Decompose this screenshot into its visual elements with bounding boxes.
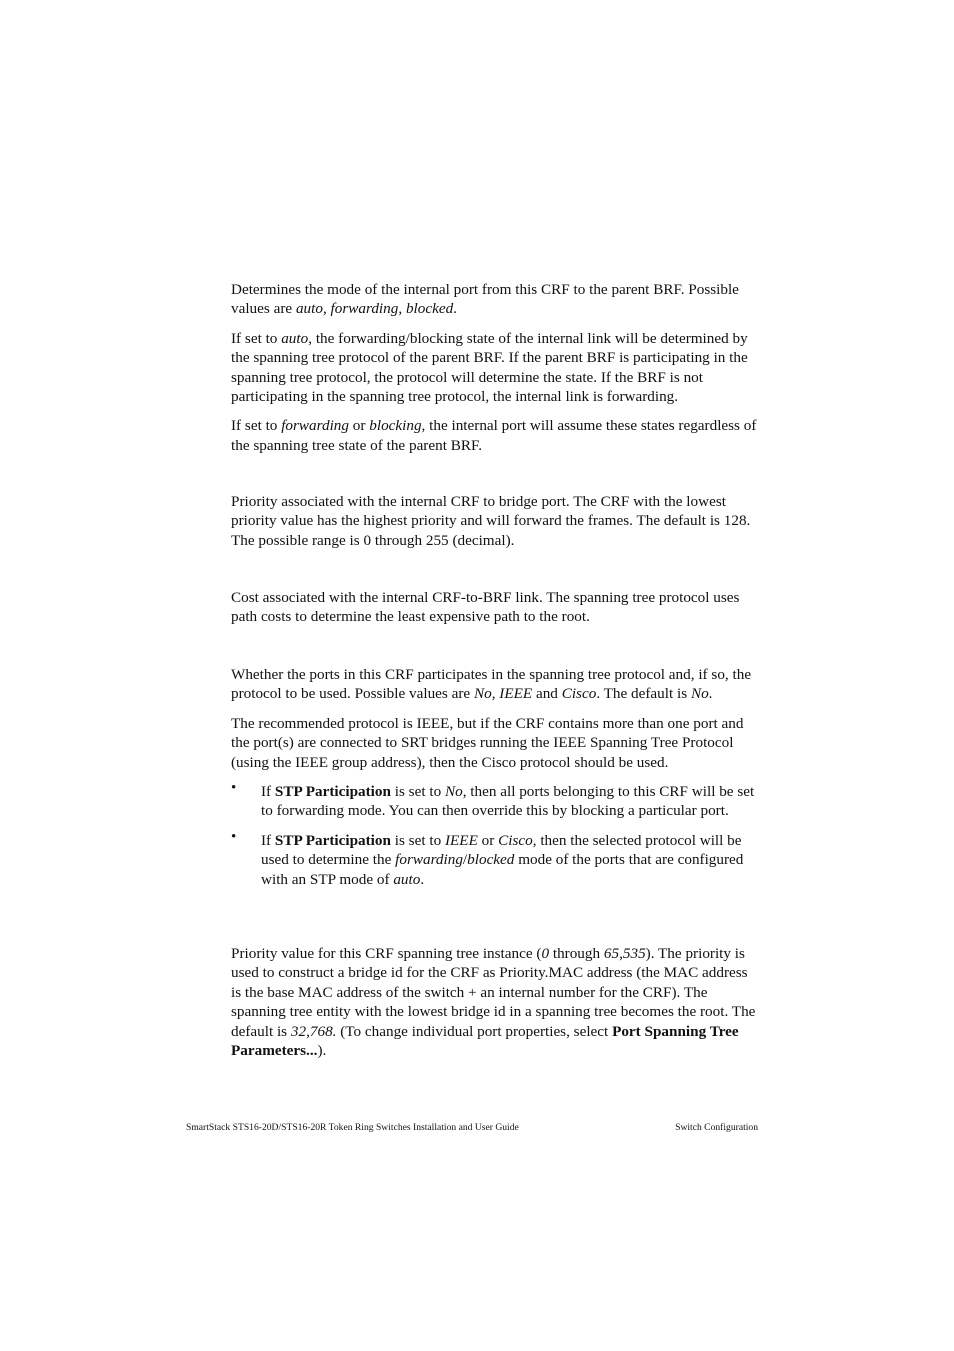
footer-left: SmartStack STS16-20D/STS16-20R Token Ring Switches Installation and User Guide — [186, 1122, 519, 1133]
text-run: . — [420, 870, 425, 888]
text-run: Cost associated with the internal CRF-to-BRF link. The spanning tree protocol uses path costs to determine the least expensive path to the root. — [231, 589, 740, 626]
bold-text: STP Participation — [274, 831, 391, 849]
italic-text: IEEE — [444, 831, 478, 849]
italic-text: blocked — [467, 851, 515, 869]
text-run: If set to — [231, 417, 282, 435]
text-run: . — [453, 300, 457, 318]
footer-right: Switch Configuration — [675, 1122, 758, 1133]
paragraph — [231, 665, 761, 704]
italic-text: auto — [393, 870, 421, 888]
text-run: If — [261, 831, 275, 849]
section-internal-port-mode — [231, 280, 761, 455]
italic-text: Cisco — [498, 831, 533, 849]
italic-text: 0 — [541, 945, 550, 962]
italic-text: auto — [295, 300, 323, 318]
paragraph — [231, 588, 761, 627]
text-run: through — [549, 945, 604, 962]
italic-text: forwarding — [330, 300, 399, 318]
text-run: The recommended protocol is IEEE, but if the CRF contains more than one port and the port(s) are connected to SRT bridges running the IEEE Spanning Tree Protocol (using the IEEE group address), then the Cisco protocol should be used. — [231, 714, 744, 771]
section-stp-participation — [231, 665, 761, 889]
text-run: is set to — [390, 831, 445, 849]
text-run: Priority associated with the internal CRF to bridge port. The CRF with the lowest priority value has the highest priority and will forward the frames. The default is 128. The possible range is 0 through 255 (decimal). — [231, 493, 751, 549]
text-run: and — [532, 685, 562, 703]
text-run: or — [349, 417, 370, 435]
section-internal-path-cost — [231, 588, 761, 627]
text-run: , then the selected protocol will be used to determine the — [261, 831, 742, 869]
paragraph — [231, 944, 761, 1060]
section-bridge-priority — [231, 944, 761, 1060]
text-run: , — [322, 300, 331, 318]
text-run: . The default is — [596, 685, 691, 703]
italic-text: No — [690, 685, 709, 703]
italic-text: 65,535 — [603, 945, 646, 962]
bold-text: Port Spanning Tree Parameters... — [231, 1022, 739, 1060]
italic-text: No — [473, 685, 492, 703]
bullet-text — [261, 782, 761, 821]
bullet-glyph: • — [231, 780, 237, 797]
text-run: , — [491, 685, 500, 703]
text-run: ). The priority is used to construct a bridge id for the CRF as Priority.MAC address (the MAC address is the base MAC address of the switch + an internal number for the CRF). The spanning tree entity with the lowest bridge id in a spanning tree becomes the root. The default is — [231, 945, 756, 1040]
italic-text: Cisco — [561, 685, 597, 703]
italic-text: blocked — [405, 300, 454, 318]
paragraph — [231, 280, 761, 319]
text-run: mode of the ports that are configured with an STP mode of — [261, 851, 744, 888]
italic-text: forwarding — [281, 417, 349, 435]
italic-text: No — [444, 783, 463, 801]
bullet-item — [231, 782, 761, 821]
italic-text: blocking — [369, 417, 422, 435]
text-run: Determines the mode of the internal port from this CRF to the parent BRF. Possible values are — [231, 281, 739, 318]
section-internal-port-priority — [231, 492, 761, 550]
text-run: is set to — [390, 783, 445, 801]
italic-text: forwarding — [395, 851, 463, 869]
paragraph — [231, 416, 761, 455]
italic-text: auto — [281, 329, 309, 347]
text-run: (To change individual port properties, select — [336, 1022, 613, 1040]
paragraph — [231, 492, 761, 550]
italic-text: 32,768. — [290, 1022, 337, 1040]
text-run: , the internal port will assume these states regardless of the spanning tree state of the parent BRF. — [231, 417, 757, 454]
paragraph — [231, 329, 761, 407]
text-run: ). — [317, 1042, 327, 1060]
paragraph — [231, 714, 761, 772]
bold-text: STP Participation — [274, 783, 391, 801]
text-run: Whether the ports in this CRF participates in the spanning tree protocol and, if so, the protocol to be used. Possible values are — [231, 666, 752, 703]
text-run: Priority value for this CRF spanning tree instance ( — [231, 945, 542, 962]
text-run: or — [477, 831, 499, 849]
text-run: . — [708, 685, 713, 703]
text-run: , — [398, 300, 406, 318]
text-run: If — [261, 783, 275, 801]
bullet-glyph: • — [231, 828, 237, 845]
bullet-item — [231, 828, 761, 889]
text-run: , the forwarding/blocking state of the internal link will be determined by the spanning tree protocol of the parent BRF. If the parent BRF is participating in the spanning tree protocol, the protocol will determine the state. If the BRF is not participating in the spanning tree protocol, the internal link is forwarding. — [231, 329, 748, 406]
text-run: If set to — [231, 329, 282, 347]
bullet-text — [261, 831, 761, 889]
text-run: / — [462, 851, 468, 869]
text-run: , then all ports belonging to this CRF will be set to forwarding mode. You can then override this by blocking a particular port. — [261, 783, 755, 820]
italic-text: IEEE — [499, 685, 533, 703]
